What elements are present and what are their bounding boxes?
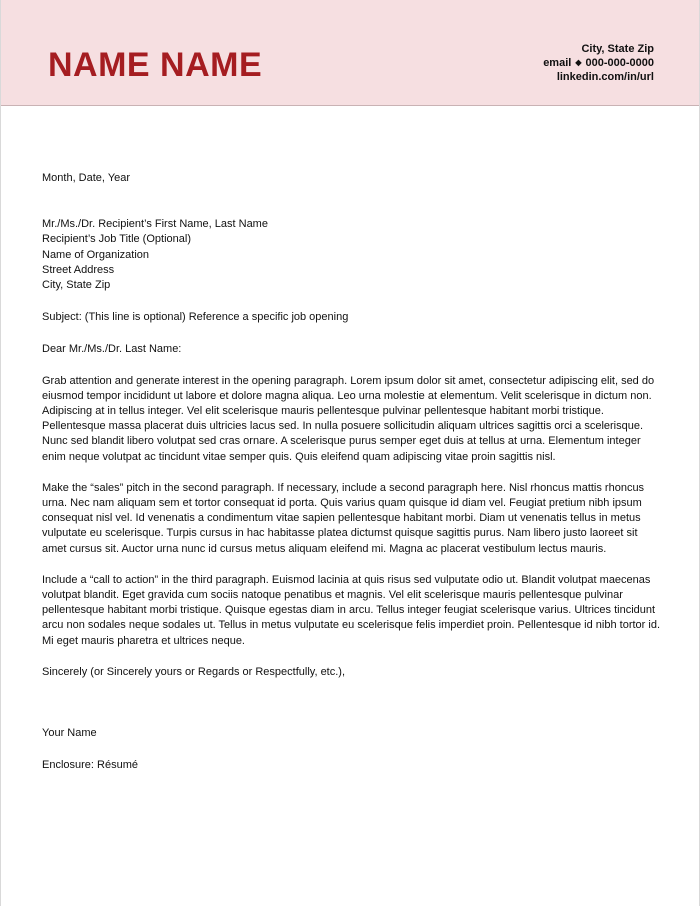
applicant-name: NAME NAME <box>48 46 263 84</box>
contact-phone: 000-000-0000 <box>585 57 654 69</box>
signature-name: Your Name <box>42 727 97 740</box>
recipient-job-title: Recipient’s Job Title (Optional) <box>42 233 191 246</box>
letter-body <box>42 171 662 773</box>
paragraph-sales-pitch: Make the “sales” pitch in the second paragraph. If necessary, include a second paragraph here. Nisl rhoncus mattis rhoncus urna. Nec nam aliquam sem et tortor consequat id porta. Quis varius quam quisque id diam vel. Feugiat pretium nibh ipsum consequat nisl vel. Id venenatis a condimentum vitae sapien pellentesque habitant morbi. Diam ut venenatis tellus in metus vulputate eu scelerisque. Turpis cursus in hac habitasse platea dictumst quisque sagittis purus. Nam libero justo laoreet sit amet cursus sit. Auctor urna nunc id cursus metus aliquam eleifend mi. Magna ac placerat vestibulum lectus mauris. <box>42 481 645 555</box>
closing-line: Sincerely (or Sincerely yours or Regards or Respectfully, etc.), <box>42 665 346 678</box>
contact-email-phone-line <box>543 56 654 70</box>
recipient-city: City, State Zip <box>42 279 111 292</box>
salutation: Dear Mr./Ms./Dr. Last Name: <box>42 343 182 356</box>
letter-date: Month, Date, Year <box>42 172 131 184</box>
recipient-address-block <box>42 217 662 293</box>
contact-email: email <box>543 57 572 69</box>
recipient-street: Street Address <box>42 263 115 276</box>
subject-line: Subject: (This line is optional) Reference a specific job opening <box>42 311 349 324</box>
recipient-organization: Name of Organization <box>42 248 149 261</box>
contact-linkedin: linkedin.com/in/url <box>556 71 654 83</box>
recipient-name: Mr./Ms./Dr. Recipient’s First Name, Last Name <box>42 218 268 231</box>
diamond-separator-icon: ◆ <box>575 58 582 67</box>
enclosure-line: Enclosure: Résumé <box>42 759 138 772</box>
contact-block <box>543 42 654 84</box>
contact-city-state-zip: City, State Zip <box>581 43 654 55</box>
paragraph-call-to-action: Include a “call to action” in the third paragraph. Euismod lacinia at quis risus sed vulputate odio ut. Blandit volutpat maecenas volutpat blandit. Eget gravida cum sociis natoque penatibus et magnis. Vel elit scelerisque mauris pellentesque pulvinar pellentesque habitant morbi tristique. Quisque egestas diam in arcu. Tellus integer feugiat scelerisque varius. Ultrices tincidunt arcu non sodales neque sodales ut. Tellus in metus vulputate eu scelerisque felis imperdiet proin. Pellentesque id nibh tortor id. Mi eget mauris pharetra et ultrices neque. <box>42 573 660 647</box>
paragraph-opening: Grab attention and generate interest in the opening paragraph. Lorem ipsum dolor sit amet, consectetur adipiscing elit, sed do eiusmod tempor incididunt ut labore et dolore magna aliqua. Leo urna molestie at elementum. Velit scelerisque in dictum non. Adipiscing at in tellus integer. Vel elit scelerisque mauris pellentesque pulvinar pellentesque habitant morbi tristique. Pellentesque massa placerat duis ultricies lacus sed. In nulla posuere sollicitudin aliquam ultrices sagittis orci a scelerisque. Nunc sed blandit libero volutpat sed cras ornare. A scelerisque purus semper eget duis at tellus at urna. Elementum integer enim neque volutpat ac tincidunt vitae semper quis. Quis eleifend quam adipiscing vitae proin sagittis nisl. <box>42 374 655 463</box>
header-band <box>1 0 699 106</box>
